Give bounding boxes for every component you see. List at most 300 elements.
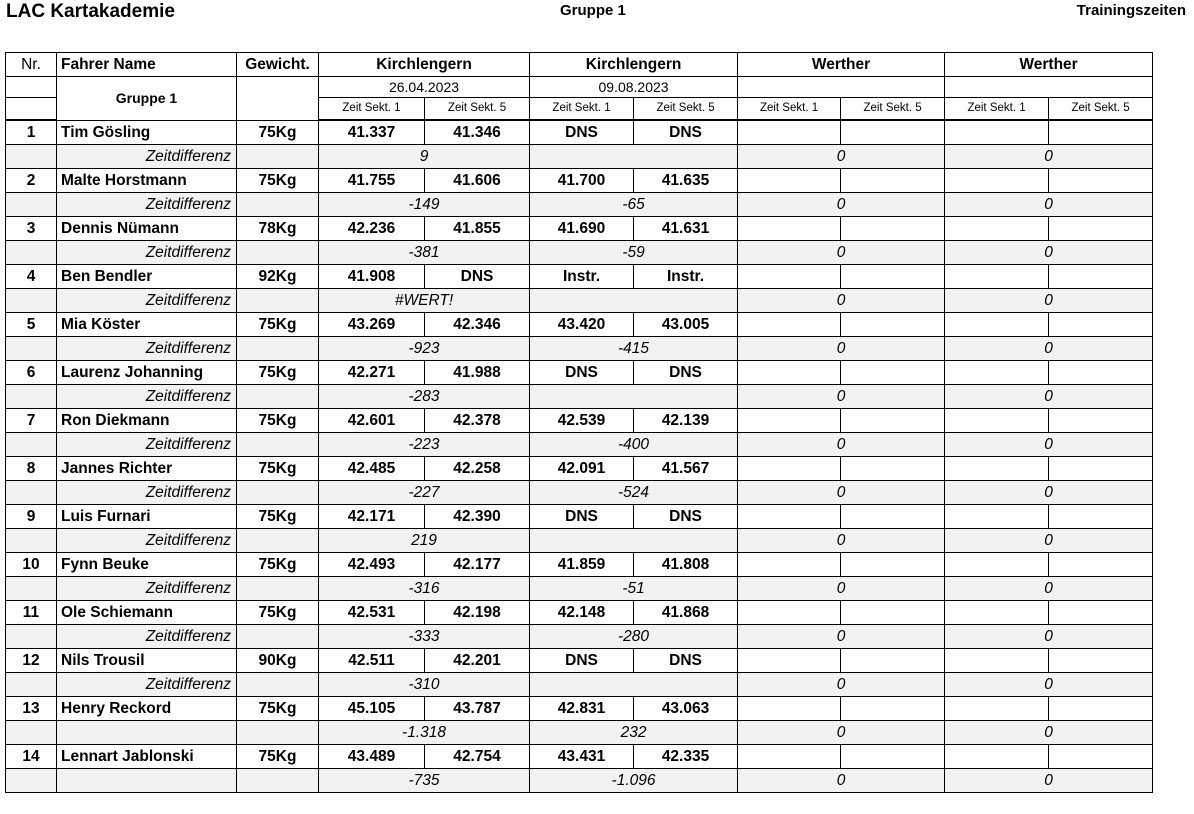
empty-time-cell (945, 457, 1049, 481)
empty-time-cell (945, 120, 1049, 145)
empty-time-cell (1049, 265, 1153, 289)
diff-row (6, 529, 1153, 553)
table-row (6, 361, 1153, 385)
time-difference: -280 (530, 625, 738, 649)
diff-row (6, 385, 1153, 409)
time-difference: 0 (945, 241, 1153, 265)
empty-time-cell (841, 697, 945, 721)
lap-time: 41.908 (319, 265, 425, 289)
driver-nr: 3 (6, 217, 57, 241)
group-heading: Gruppe 1 (560, 2, 626, 19)
driver-nr: 5 (6, 313, 57, 337)
driver-name: Luis Furnari (57, 505, 237, 529)
empty-time-cell (945, 169, 1049, 193)
time-difference: -149 (319, 193, 530, 217)
empty-time-cell (841, 169, 945, 193)
table-header (6, 53, 1153, 121)
time-difference: -283 (319, 385, 530, 409)
empty-time-cell (1049, 313, 1153, 337)
empty-time-cell (1049, 361, 1153, 385)
driver-weight: 75Kg (237, 745, 319, 769)
table-row (6, 457, 1153, 481)
diff-label (57, 769, 237, 793)
lap-time: 42.236 (319, 217, 425, 241)
diff-label: Zeitdifferenz (57, 481, 237, 505)
empty-time-cell (945, 409, 1049, 433)
training-times-table (5, 52, 1153, 793)
empty-time-cell (738, 505, 841, 529)
empty-time-cell (1049, 553, 1153, 577)
driver-nr: 13 (6, 697, 57, 721)
header-blank (6, 98, 57, 121)
time-difference: 0 (945, 481, 1153, 505)
diff-blank (237, 193, 319, 217)
lap-time: 42.531 (319, 601, 425, 625)
lap-time: 42.139 (634, 409, 738, 433)
empty-time-cell (841, 120, 945, 145)
diff-blank (237, 769, 319, 793)
time-difference: 0 (945, 625, 1153, 649)
empty-time-cell (841, 409, 945, 433)
diff-blank (6, 577, 57, 601)
lap-time: 41.868 (634, 601, 738, 625)
lap-time: 42.485 (319, 457, 425, 481)
s2-sector5-header: Zeit Sekt. 5 (634, 98, 738, 121)
driver-nr: 8 (6, 457, 57, 481)
empty-time-cell (1049, 601, 1153, 625)
table-row (6, 601, 1153, 625)
lap-time: 42.511 (319, 649, 425, 673)
diff-row (6, 241, 1153, 265)
lap-time: 43.420 (530, 313, 634, 337)
diff-label: Zeitdifferenz (57, 433, 237, 457)
table-row (6, 505, 1153, 529)
col-name-header: Fahrer Name (57, 53, 237, 77)
empty-time-cell (841, 217, 945, 241)
driver-weight: 75Kg (237, 457, 319, 481)
driver-weight: 75Kg (237, 361, 319, 385)
diff-blank (6, 769, 57, 793)
time-difference: 219 (319, 529, 530, 553)
lap-time: 42.754 (425, 745, 530, 769)
time-difference: 0 (945, 721, 1153, 745)
time-difference: 0 (738, 433, 945, 457)
diff-label: Zeitdifferenz (57, 577, 237, 601)
lap-time: 42.601 (319, 409, 425, 433)
time-difference: 9 (319, 145, 530, 169)
diff-row (6, 481, 1153, 505)
table-row (6, 169, 1153, 193)
diff-blank (237, 289, 319, 313)
time-difference: -400 (530, 433, 738, 457)
table-body (6, 120, 1153, 793)
driver-weight: 75Kg (237, 505, 319, 529)
time-difference: -316 (319, 577, 530, 601)
table-row (6, 265, 1153, 289)
driver-weight: 75Kg (237, 313, 319, 337)
diff-blank (6, 289, 57, 313)
lap-time: 41.567 (634, 457, 738, 481)
time-difference: 0 (738, 721, 945, 745)
driver-weight: 75Kg (237, 120, 319, 145)
time-difference: 0 (738, 481, 945, 505)
diff-blank (237, 481, 319, 505)
empty-time-cell (945, 601, 1049, 625)
table-row (6, 120, 1153, 145)
diff-row (6, 145, 1153, 169)
driver-weight: 78Kg (237, 217, 319, 241)
lap-time: Instr. (634, 265, 738, 289)
time-difference: -310 (319, 673, 530, 697)
diff-row (6, 769, 1153, 793)
empty-time-cell (1049, 120, 1153, 145)
time-difference: 0 (945, 577, 1153, 601)
lap-time: 41.808 (634, 553, 738, 577)
diff-blank (6, 481, 57, 505)
empty-time-cell (841, 457, 945, 481)
driver-nr: 1 (6, 120, 57, 145)
time-difference: 0 (738, 241, 945, 265)
empty-time-cell (738, 120, 841, 145)
session-3-track: Werther (738, 53, 945, 77)
empty-time-cell (738, 409, 841, 433)
time-difference (530, 529, 738, 553)
time-difference: 232 (530, 721, 738, 745)
empty-time-cell (738, 553, 841, 577)
session-4-track: Werther (945, 53, 1153, 77)
s3-sector1-header: Zeit Sekt. 1 (738, 98, 841, 121)
time-difference: 0 (738, 145, 945, 169)
lap-time: 42.390 (425, 505, 530, 529)
driver-name: Nils Trousil (57, 649, 237, 673)
time-difference: -223 (319, 433, 530, 457)
lap-time: 42.378 (425, 409, 530, 433)
lap-time: 42.258 (425, 457, 530, 481)
empty-time-cell (945, 313, 1049, 337)
diff-blank (237, 577, 319, 601)
time-difference: -333 (319, 625, 530, 649)
col-nr-header: Nr. (6, 53, 57, 77)
diff-blank (6, 241, 57, 265)
empty-time-cell (1049, 505, 1153, 529)
diff-row (6, 673, 1153, 697)
diff-label: Zeitdifferenz (57, 337, 237, 361)
empty-time-cell (945, 217, 1049, 241)
training-times-heading: Trainingszeiten (1076, 2, 1186, 19)
time-difference: 0 (945, 337, 1153, 361)
diff-row (6, 337, 1153, 361)
lap-time: 41.855 (425, 217, 530, 241)
lap-time: 43.063 (634, 697, 738, 721)
time-difference (530, 385, 738, 409)
lap-time: 43.005 (634, 313, 738, 337)
session-1-track: Kirchlengern (319, 53, 530, 77)
empty-time-cell (738, 649, 841, 673)
table-row (6, 217, 1153, 241)
driver-weight: 92Kg (237, 265, 319, 289)
lap-time: 41.337 (319, 120, 425, 145)
time-difference: 0 (738, 577, 945, 601)
empty-time-cell (945, 553, 1049, 577)
lap-time: 41.631 (634, 217, 738, 241)
diff-blank (6, 193, 57, 217)
time-difference: -51 (530, 577, 738, 601)
diff-row (6, 193, 1153, 217)
time-difference: 0 (945, 769, 1153, 793)
table-row (6, 745, 1153, 769)
driver-nr: 12 (6, 649, 57, 673)
lap-time: 45.105 (319, 697, 425, 721)
diff-blank (6, 145, 57, 169)
empty-time-cell (841, 649, 945, 673)
driver-nr: 14 (6, 745, 57, 769)
empty-time-cell (738, 601, 841, 625)
s3-sector5-header: Zeit Sekt. 5 (841, 98, 945, 121)
driver-weight: 75Kg (237, 553, 319, 577)
empty-time-cell (1049, 649, 1153, 673)
diff-blank (237, 145, 319, 169)
lap-time: 42.539 (530, 409, 634, 433)
lap-time: 42.148 (530, 601, 634, 625)
table-row (6, 553, 1153, 577)
time-difference: 0 (738, 385, 945, 409)
empty-time-cell (1049, 169, 1153, 193)
s1-sector5-header: Zeit Sekt. 5 (425, 98, 530, 121)
time-difference: 0 (738, 289, 945, 313)
diff-blank (6, 529, 57, 553)
empty-time-cell (1049, 457, 1153, 481)
time-difference: -923 (319, 337, 530, 361)
empty-time-cell (738, 361, 841, 385)
driver-name: Laurenz Johanning (57, 361, 237, 385)
lap-time: 41.606 (425, 169, 530, 193)
lap-time: 43.489 (319, 745, 425, 769)
lap-time: 41.700 (530, 169, 634, 193)
driver-name: Tim Gösling (57, 120, 237, 145)
empty-time-cell (841, 505, 945, 529)
header-blank (237, 77, 319, 121)
time-difference: -524 (530, 481, 738, 505)
diff-blank (237, 337, 319, 361)
empty-time-cell (738, 169, 841, 193)
diff-label: Zeitdifferenz (57, 241, 237, 265)
empty-time-cell (738, 457, 841, 481)
diff-blank (237, 241, 319, 265)
lap-time: 41.755 (319, 169, 425, 193)
session-4-date (945, 77, 1153, 98)
time-difference: 0 (738, 673, 945, 697)
group-label: Gruppe 1 (57, 77, 237, 121)
diff-row (6, 721, 1153, 745)
lap-time: 41.690 (530, 217, 634, 241)
diff-label: Zeitdifferenz (57, 145, 237, 169)
diff-blank (6, 385, 57, 409)
time-difference: -1.318 (319, 721, 530, 745)
diff-label: Zeitdifferenz (57, 673, 237, 697)
lap-time: 42.831 (530, 697, 634, 721)
lap-time: 43.431 (530, 745, 634, 769)
lap-time: 43.269 (319, 313, 425, 337)
time-difference: 0 (738, 337, 945, 361)
time-difference: -59 (530, 241, 738, 265)
diff-label: Zeitdifferenz (57, 193, 237, 217)
lap-time: 42.171 (319, 505, 425, 529)
lap-time: DNS (425, 265, 530, 289)
diff-blank (6, 673, 57, 697)
lap-time: DNS (634, 361, 738, 385)
lap-time: DNS (634, 505, 738, 529)
empty-time-cell (841, 313, 945, 337)
lap-time: 42.201 (425, 649, 530, 673)
diff-label: Zeitdifferenz (57, 529, 237, 553)
driver-nr: 4 (6, 265, 57, 289)
time-difference: -1.096 (530, 769, 738, 793)
time-difference: 0 (738, 769, 945, 793)
lap-time: DNS (530, 361, 634, 385)
lap-time: DNS (634, 120, 738, 145)
time-difference: -65 (530, 193, 738, 217)
time-difference: 0 (945, 529, 1153, 553)
time-difference: -227 (319, 481, 530, 505)
diff-label: Zeitdifferenz (57, 625, 237, 649)
diff-blank (237, 433, 319, 457)
driver-weight: 75Kg (237, 601, 319, 625)
lap-time: 42.271 (319, 361, 425, 385)
diff-blank (237, 529, 319, 553)
lap-time: 42.198 (425, 601, 530, 625)
driver-weight: 90Kg (237, 649, 319, 673)
session-2-track: Kirchlengern (530, 53, 738, 77)
empty-time-cell (841, 553, 945, 577)
diff-row (6, 577, 1153, 601)
time-difference: 0 (945, 145, 1153, 169)
empty-time-cell (945, 697, 1049, 721)
empty-time-cell (841, 361, 945, 385)
driver-nr: 6 (6, 361, 57, 385)
time-difference (530, 145, 738, 169)
table-row (6, 697, 1153, 721)
empty-time-cell (945, 649, 1049, 673)
driver-name: Ron Diekmann (57, 409, 237, 433)
time-difference: 0 (945, 193, 1153, 217)
empty-time-cell (841, 265, 945, 289)
diff-blank (6, 721, 57, 745)
time-difference: #WERT! (319, 289, 530, 313)
time-difference: 0 (738, 193, 945, 217)
driver-nr: 2 (6, 169, 57, 193)
lap-time: DNS (530, 649, 634, 673)
driver-name: Ole Schiemann (57, 601, 237, 625)
driver-name: Jannes Richter (57, 457, 237, 481)
lap-time: 43.787 (425, 697, 530, 721)
session-3-date (738, 77, 945, 98)
time-difference: 0 (945, 385, 1153, 409)
time-difference (530, 289, 738, 313)
time-difference (530, 673, 738, 697)
driver-weight: 75Kg (237, 697, 319, 721)
empty-time-cell (738, 265, 841, 289)
empty-time-cell (1049, 745, 1153, 769)
empty-time-cell (945, 361, 1049, 385)
header-blank (6, 77, 57, 98)
lap-time: 42.346 (425, 313, 530, 337)
driver-nr: 9 (6, 505, 57, 529)
table-row (6, 313, 1153, 337)
table-row (6, 409, 1153, 433)
lap-time: 41.988 (425, 361, 530, 385)
diff-row (6, 289, 1153, 313)
empty-time-cell (738, 745, 841, 769)
diff-blank (237, 721, 319, 745)
time-difference: -735 (319, 769, 530, 793)
diff-label: Zeitdifferenz (57, 385, 237, 409)
lap-time: DNS (530, 120, 634, 145)
lap-time: 42.091 (530, 457, 634, 481)
time-difference: 0 (738, 625, 945, 649)
s1-sector1-header: Zeit Sekt. 1 (319, 98, 425, 121)
lap-time: DNS (634, 649, 738, 673)
s4-sector1-header: Zeit Sekt. 1 (945, 98, 1049, 121)
time-difference: 0 (945, 289, 1153, 313)
driver-name: Dennis Nümann (57, 217, 237, 241)
empty-time-cell (841, 745, 945, 769)
diff-blank (6, 625, 57, 649)
driver-name: Henry Reckord (57, 697, 237, 721)
lap-time: 41.346 (425, 120, 530, 145)
empty-time-cell (738, 217, 841, 241)
diff-blank (237, 673, 319, 697)
time-difference: -381 (319, 241, 530, 265)
diff-blank (237, 385, 319, 409)
driver-name: Mia Köster (57, 313, 237, 337)
empty-time-cell (945, 265, 1049, 289)
driver-weight: 75Kg (237, 169, 319, 193)
diff-blank (237, 625, 319, 649)
empty-time-cell (1049, 217, 1153, 241)
diff-blank (6, 433, 57, 457)
empty-time-cell (738, 313, 841, 337)
time-difference: 0 (738, 529, 945, 553)
driver-name: Fynn Beuke (57, 553, 237, 577)
lap-time: 42.177 (425, 553, 530, 577)
lap-time: 41.635 (634, 169, 738, 193)
lap-time: 42.493 (319, 553, 425, 577)
diff-row (6, 625, 1153, 649)
diff-row (6, 433, 1153, 457)
lap-time: DNS (530, 505, 634, 529)
diff-label: Zeitdifferenz (57, 289, 237, 313)
diff-label (57, 721, 237, 745)
driver-nr: 7 (6, 409, 57, 433)
sheet-title: LAC Kartakademie (6, 1, 175, 22)
session-2-date: 09.08.2023 (530, 77, 738, 98)
empty-time-cell (945, 505, 1049, 529)
table-row (6, 649, 1153, 673)
empty-time-cell (945, 745, 1049, 769)
empty-time-cell (1049, 409, 1153, 433)
time-difference: 0 (945, 433, 1153, 457)
empty-time-cell (1049, 697, 1153, 721)
driver-name: Ben Bendler (57, 265, 237, 289)
diff-blank (6, 337, 57, 361)
empty-time-cell (738, 697, 841, 721)
driver-weight: 75Kg (237, 409, 319, 433)
driver-nr: 11 (6, 601, 57, 625)
driver-nr: 10 (6, 553, 57, 577)
driver-name: Lennart Jablonski (57, 745, 237, 769)
time-difference: 0 (945, 673, 1153, 697)
time-difference: -415 (530, 337, 738, 361)
